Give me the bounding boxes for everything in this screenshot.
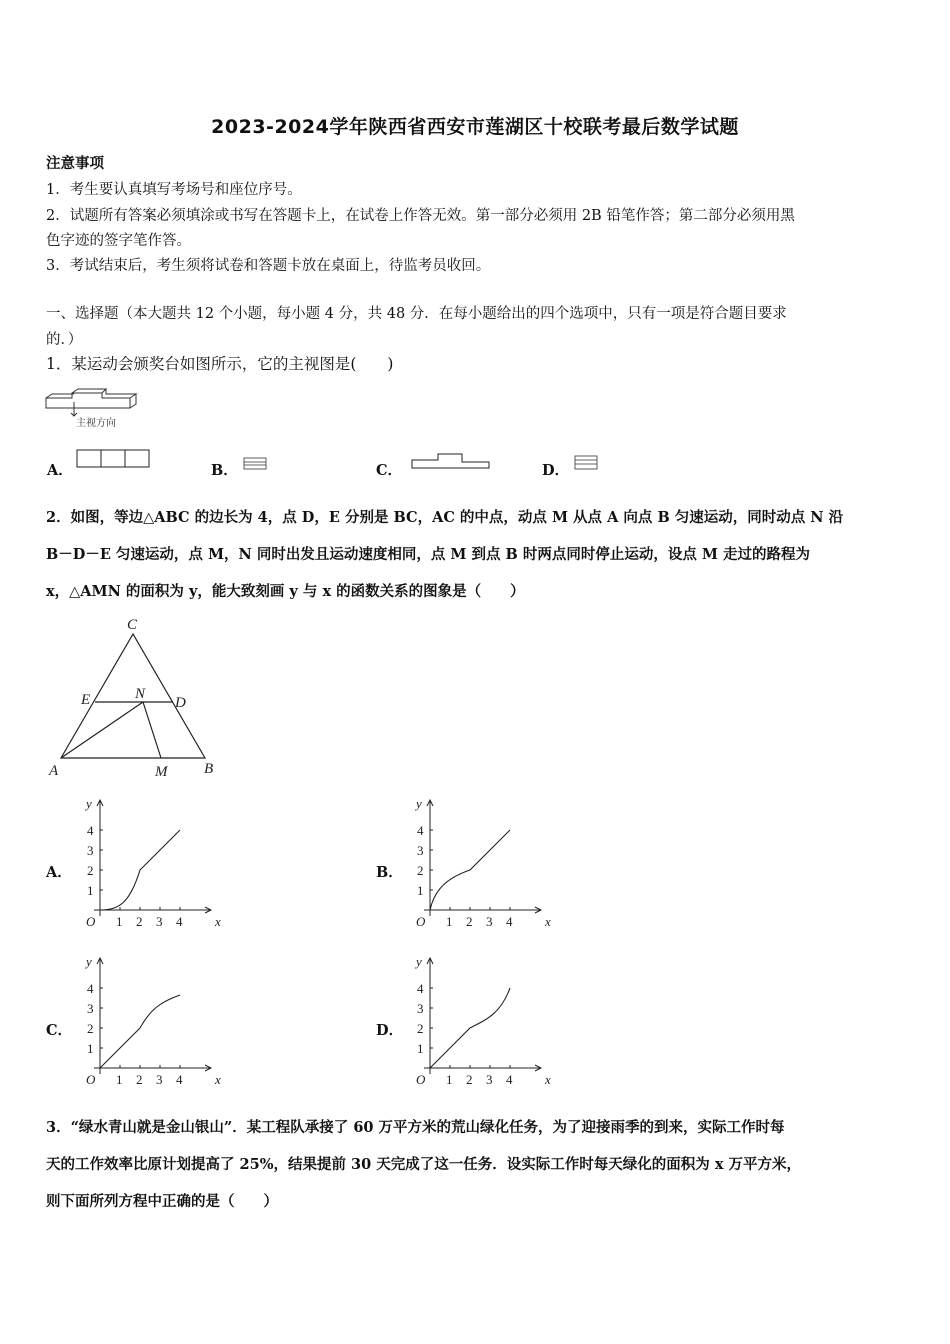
- function-curve: [430, 988, 510, 1068]
- q2-option-d-graph: [410, 950, 551, 1095]
- notice-item: 1．考生要认真填写考场号和座位序号。: [46, 182, 302, 198]
- y-tick-label: 3: [417, 1001, 424, 1016]
- q2-option-c-graph: [80, 950, 221, 1095]
- section-heading-cont: 的．）: [46, 332, 83, 348]
- q2-option-a-graph: [80, 792, 221, 937]
- label-m: M: [155, 764, 168, 780]
- origin-label: O: [416, 914, 426, 929]
- q1-option-d-figure: [574, 454, 600, 472]
- q2-option-b-graph: [410, 792, 551, 937]
- notice-item: 2．试题所有答案必须填涂或书写在答题卡上，在试卷上作答无效。第一部分必须用 2B 铅笔作答；第二部分必须用黑: [46, 208, 795, 224]
- question-2-line: B－D－E 匀速运动，点 M，N 同时出发且运动速度相同，点 M 到点 B 时两点同时停止运动，设点 M 走过的路程为: [46, 546, 810, 563]
- origin-label: O: [416, 1072, 426, 1087]
- q1-option-b-label: B．: [211, 462, 238, 479]
- y-axis-label: y: [416, 796, 422, 811]
- y-tick-label: 1: [417, 883, 424, 898]
- y-tick-label: 3: [87, 1001, 94, 1016]
- q1-option-a-label: A．: [47, 462, 73, 479]
- q2-option-d-label: D．: [376, 1022, 404, 1039]
- label-d: D: [175, 695, 186, 711]
- question-3-line: 则下面所列方程中正确的是（ ）: [46, 1193, 278, 1210]
- origin-label: O: [86, 1072, 96, 1087]
- triangle-figure: [44, 612, 224, 784]
- x-axis-label: x: [215, 914, 221, 929]
- label-c: C: [127, 617, 138, 633]
- x-tick-label: 1: [116, 914, 123, 929]
- q1-option-d-label: D．: [542, 462, 570, 479]
- x-tick-label: 2: [466, 914, 473, 929]
- q1-option-c-label: C．: [376, 462, 403, 479]
- q1-option-a-figure: [76, 449, 152, 469]
- label-n: N: [135, 686, 146, 702]
- x-tick-label: 4: [506, 1072, 513, 1087]
- q1-option-b-figure: [243, 456, 269, 472]
- x-axis-label: x: [545, 914, 551, 929]
- q1-option-c-figure: [410, 452, 492, 470]
- section-heading: 一、选择题（本大题共 12 个小题，每小题 4 分，共 48 分．在每小题给出的四个选项中，只有一项是符合题目要求: [46, 306, 787, 322]
- x-tick-label: 3: [486, 1072, 493, 1087]
- question-2-line: 2．如图，等边△ABC 的边长为 4，点 D，E 分别是 BC，AC 的中点，动点 M 从点 A 向点 B 匀速运动，同时动点 N 沿: [46, 509, 844, 526]
- x-tick-label: 4: [176, 914, 183, 929]
- x-axis-label: x: [545, 1072, 551, 1087]
- y-axis-label: y: [86, 796, 92, 811]
- y-tick-label: 1: [417, 1041, 424, 1056]
- label-b: B: [204, 761, 214, 777]
- label-a: A: [49, 763, 59, 779]
- x-tick-label: 3: [156, 914, 163, 929]
- y-tick-label: 2: [417, 863, 424, 878]
- y-tick-label: 2: [87, 863, 94, 878]
- notice-item: 3．考试结束后，考生须将试卷和答题卡放在桌面上，待监考员收回。: [46, 258, 491, 274]
- y-tick-label: 4: [87, 823, 94, 838]
- podium-figure: [44, 386, 144, 432]
- question-3-line: 天的工作效率比原计划提高了 25%，结果提前 30 天完成了这一任务．设实际工作时每天绿化的面积为 x 万平方米，: [46, 1156, 802, 1173]
- function-curve: [100, 995, 180, 1068]
- x-tick-label: 1: [116, 1072, 123, 1087]
- x-tick-label: 3: [486, 914, 493, 929]
- y-tick-label: 3: [87, 843, 94, 858]
- question-3-line: 3．“绿水青山就是金山银山”．某工程队承接了 60 万平方米的荒山绿化任务，为了迎接雨季的到来，实际工作时每: [46, 1119, 785, 1136]
- label-e: E: [81, 692, 91, 708]
- y-tick-label: 1: [87, 1041, 94, 1056]
- x-tick-label: 1: [446, 914, 453, 929]
- x-tick-label: 2: [136, 1072, 143, 1087]
- x-tick-label: 2: [136, 914, 143, 929]
- x-tick-label: 4: [176, 1072, 183, 1087]
- y-tick-label: 2: [87, 1021, 94, 1036]
- x-tick-label: 2: [466, 1072, 473, 1087]
- page-title: 2023-2024学年陕西省西安市莲湖区十校联考最后数学试题: [211, 116, 739, 138]
- q2-option-b-label: B．: [376, 864, 403, 881]
- x-tick-label: 1: [446, 1072, 453, 1087]
- y-tick-label: 4: [417, 823, 424, 838]
- figure-caption: 主视方向: [76, 418, 116, 429]
- notice-item: 色字迹的签字笔作答。: [46, 233, 191, 249]
- question-2-line: x，△AMN 的面积为 y，能大致刻画 y 与 x 的函数关系的图象是（ ）: [46, 583, 525, 600]
- x-tick-label: 4: [506, 914, 513, 929]
- function-curve: [430, 830, 510, 910]
- y-axis-label: y: [416, 954, 422, 969]
- origin-label: O: [86, 914, 96, 929]
- y-tick-label: 1: [87, 883, 94, 898]
- y-tick-label: 4: [87, 981, 94, 996]
- y-axis-label: y: [86, 954, 92, 969]
- question-1-stem: 1．某运动会颁奖台如图所示，它的主视图是( ): [46, 355, 394, 373]
- q2-option-a-label: A．: [46, 864, 72, 881]
- x-axis-label: x: [215, 1072, 221, 1087]
- x-tick-label: 3: [156, 1072, 163, 1087]
- notice-heading: 注意事项: [46, 155, 104, 172]
- function-curve: [100, 830, 180, 910]
- q2-option-c-label: C．: [46, 1022, 73, 1039]
- y-tick-label: 4: [417, 981, 424, 996]
- y-tick-label: 2: [417, 1021, 424, 1036]
- y-tick-label: 3: [417, 843, 424, 858]
